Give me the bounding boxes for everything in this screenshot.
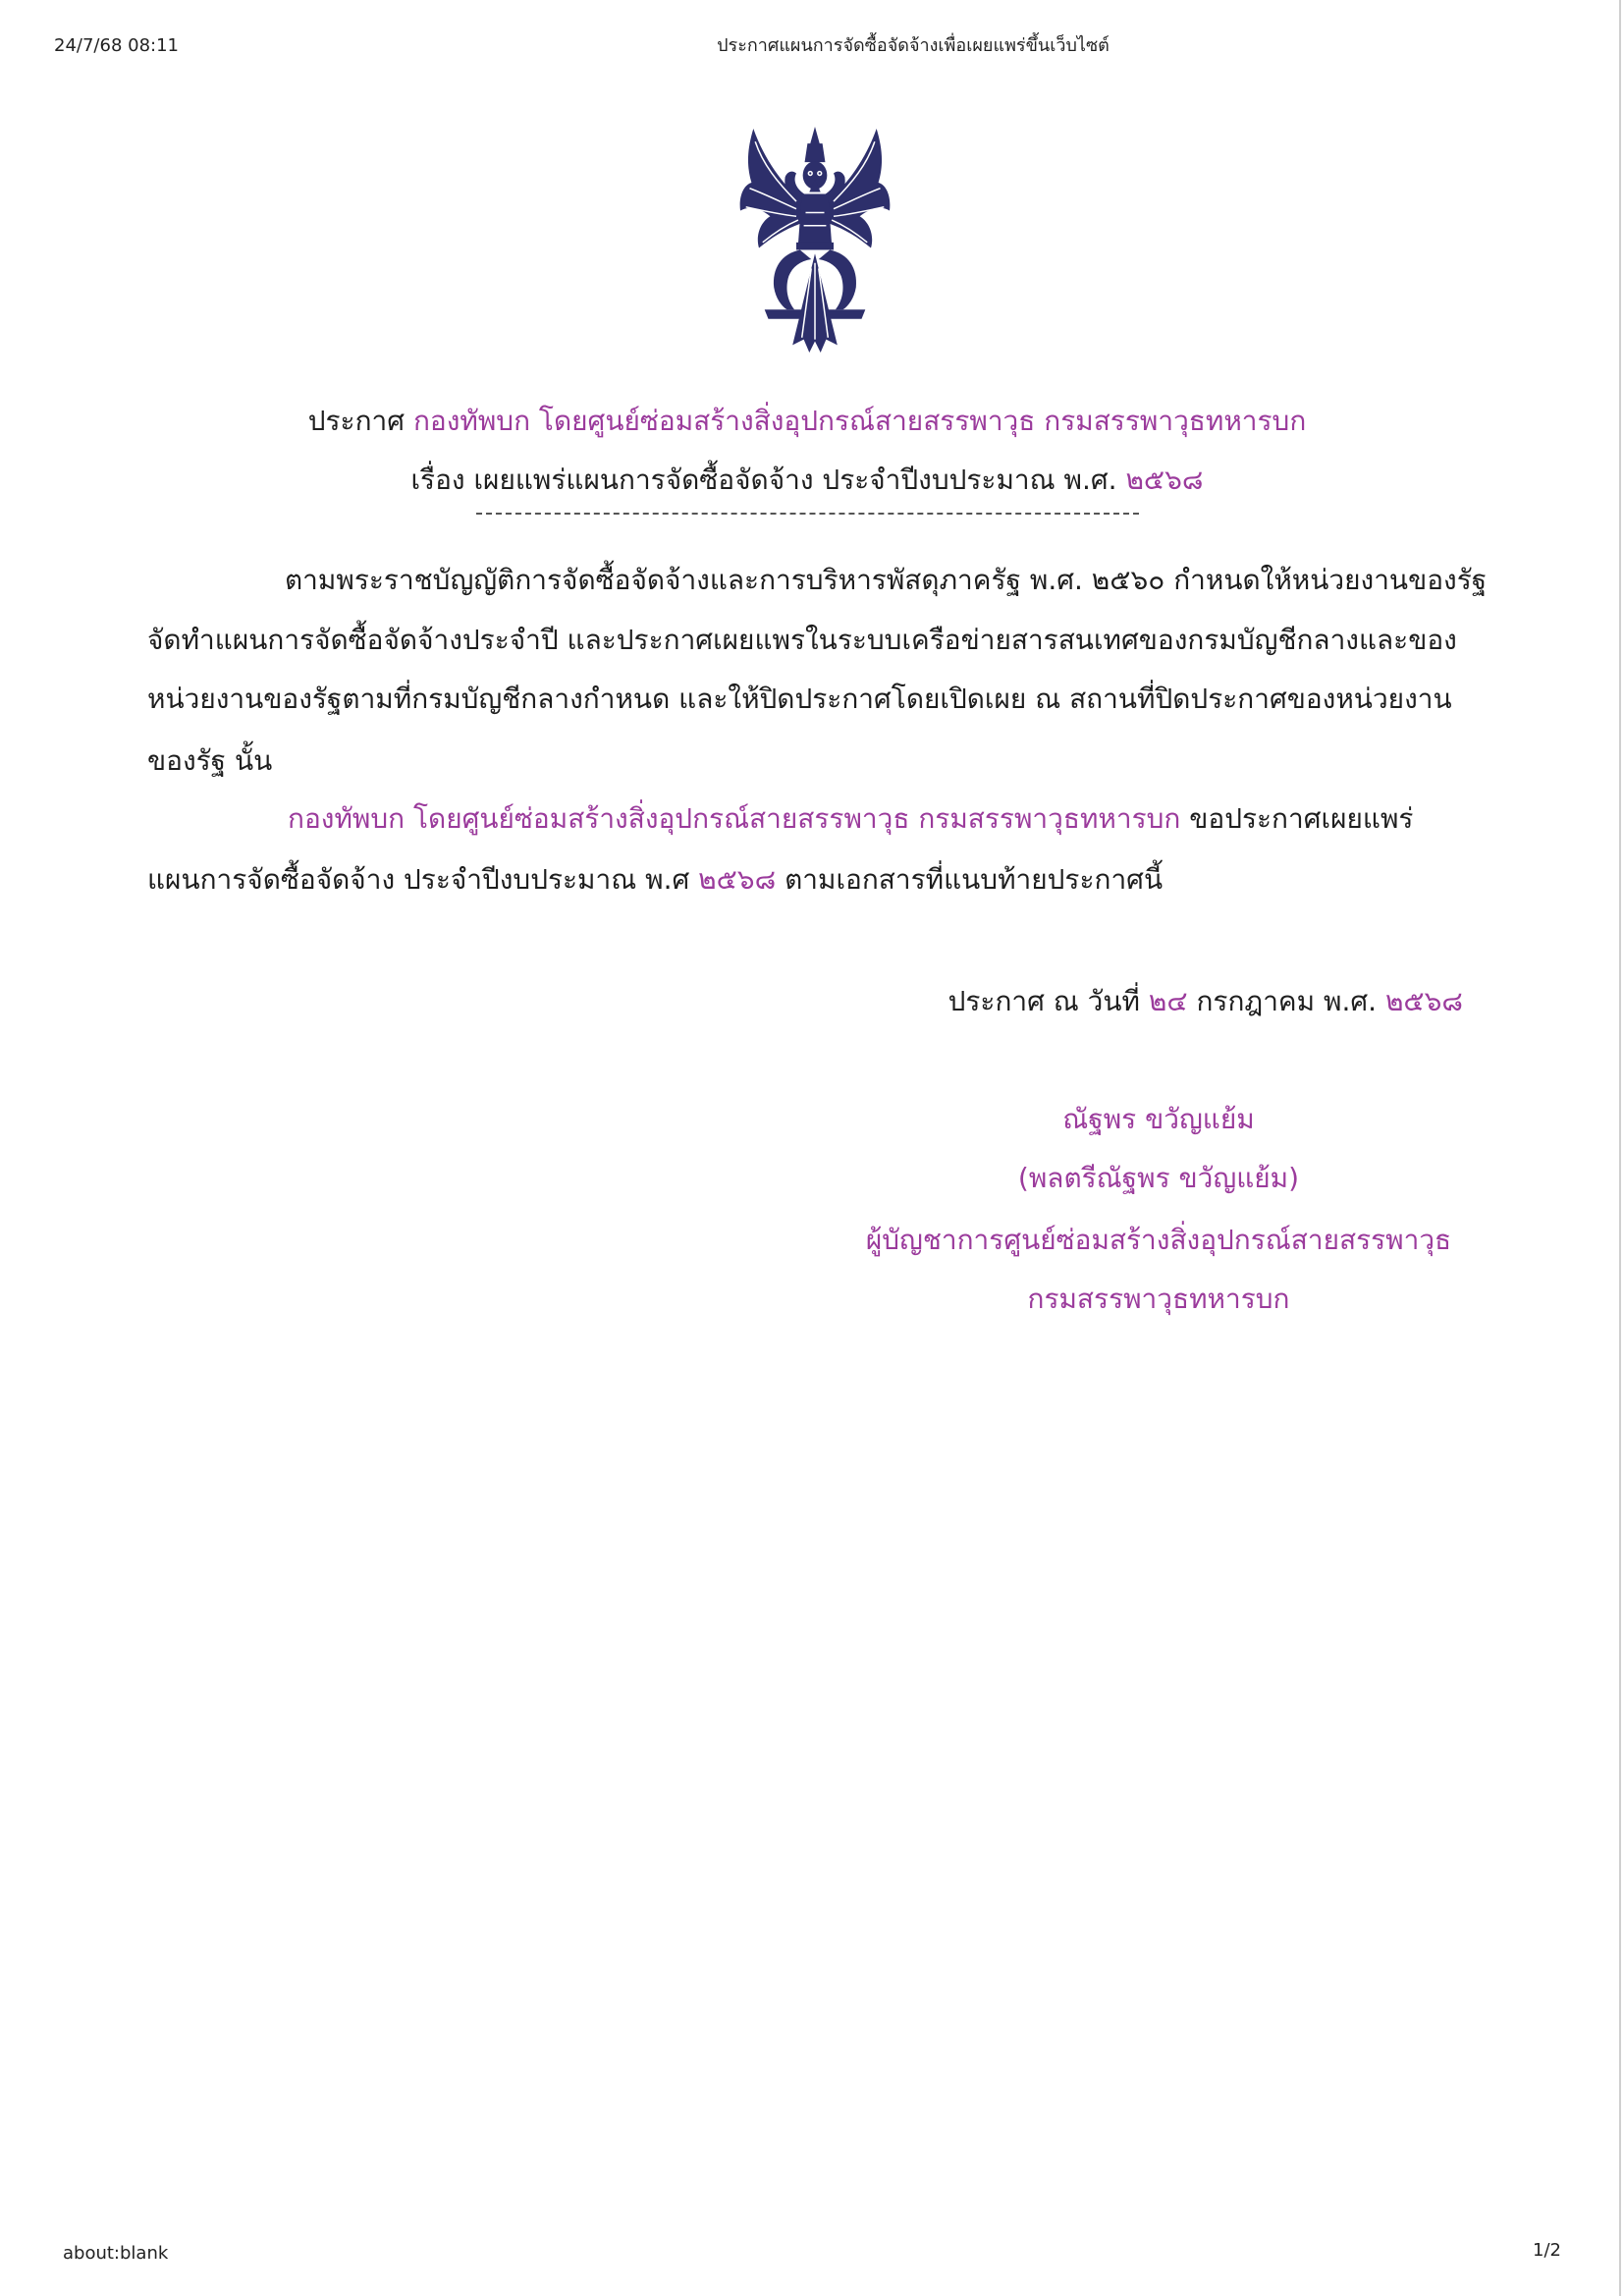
announcement-date	[835, 982, 1463, 1021]
signature-department: กรมสรรพาวุธทหารบก	[1027, 1283, 1290, 1315]
paragraph-1-line-4: ของรัฐ นั้น	[147, 744, 273, 777]
paragraph-2-line-1-rest: ขอประกาศเผยแพร่	[1189, 802, 1414, 835]
paragraph-1-line-2: จัดทำแผนการจัดซื้อจัดจ้างประจำปี และประกาศเผยแพรในระบบเครือข่ายสารสนเทศของกรมบัญชีกลางและของ	[147, 624, 1457, 656]
paragraph-2-line-2-rest: ตามเอกสารที่แนบท้ายประกาศนี้	[785, 863, 1164, 896]
garuda-emblem-icon	[722, 123, 908, 356]
heading-prefix: ประกาศ	[307, 405, 406, 437]
paragraph-1-line-1: ตามพระราชบัญญัติการจัดซื้อจัดจ้างและการบริหารพัสดุภาครัฐ พ.ศ. ๒๕๖๐ กำหนดให้หน่วยงานของรัฐ	[285, 564, 1488, 596]
paragraph-2-organization: กองทัพบก โดยศูนย์ซ่อมสร้างสิ่งอุปกรณ์สายสรรพาวุธ กรมสรรพาวุธทหารบก	[288, 802, 1181, 835]
subject-text: เรื่อง เผยแพร่แผนการจัดซื้อจัดจ้าง ประจำปีงบประมาณ พ.ศ.	[410, 464, 1117, 496]
date-month: กรกฎาคม	[1196, 985, 1316, 1017]
signature-name: ณัฐพร ขวัญแย้ม	[1062, 1103, 1255, 1135]
signature-position: ผู้บัญชาการศูนย์ซ่อมสร้างสิ่งอุปกรณ์สายสรรพาวุธ	[865, 1224, 1452, 1256]
paragraph-2-line-2-text: แผนการจัดซื้อจัดจ้าง ประจำปีงบประมาณ พ.ศ	[147, 863, 690, 896]
date-day: ๒๔	[1148, 985, 1188, 1017]
signature-full-name: (พลตรีณัฐพร ขวัญแย้ม)	[1017, 1162, 1300, 1194]
paragraph-2-line-2	[147, 860, 1163, 900]
paragraph-1-line-3: หน่วยงานของรัฐตามที่กรมบัญชีกลางกำหนด และให้ปิดประกาศโดยเปิดเผย ณ สถานที่ปิดประกาศของหน่วยงาน	[147, 683, 1452, 715]
print-footer-url: about:blank	[63, 2243, 169, 2264]
print-page-title: ประกาศแผนการจัดซื้อจัดจ้างเพื่อเผยแพร่ขึ้นเว็บไซต์	[717, 35, 1110, 56]
date-era: พ.ศ.	[1324, 985, 1378, 1017]
date-year: ๒๕๖๘	[1384, 985, 1463, 1017]
announcement-heading	[267, 402, 1347, 441]
announcement-subject	[365, 461, 1249, 500]
heading-organization: กองทัพบก โดยศูนย์ซ่อมสร้างสิ่งอุปกรณ์สายสรรพาวุธ กรมสรรพาวุธทหารบก	[412, 405, 1307, 437]
scan-edge-line	[1619, 0, 1621, 2296]
subject-year: ๒๕๖๘	[1125, 464, 1204, 496]
paragraph-2-line-1	[288, 799, 1413, 839]
date-prefix: ประกาศ ณ วันที่	[947, 985, 1140, 1017]
heading-separator	[476, 513, 1139, 515]
print-page-number: 1/2	[1533, 2240, 1561, 2261]
paragraph-2-year: ๒๕๖๘	[698, 863, 777, 896]
print-timestamp: 24/7/68 08:11	[54, 35, 179, 56]
